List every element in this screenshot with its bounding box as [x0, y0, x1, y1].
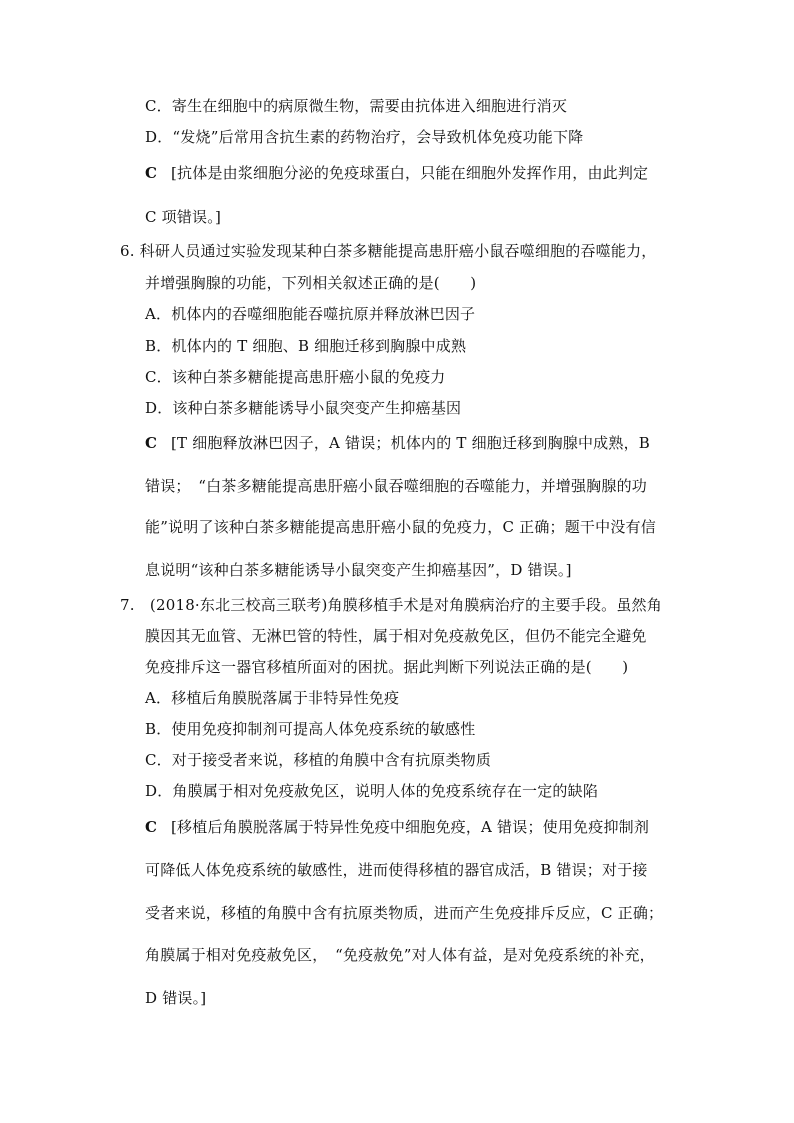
q5-answer-line-2: C 项错误。]: [145, 208, 221, 226]
q6-option-c: C．该种白茶多糖能提高患肝癌小鼠的免疫力: [145, 368, 446, 386]
q6-answer-text: [T 细胞释放淋巴因子，A 错误；机体内的 T 细胞迁移到胸腺中成熟，B: [171, 434, 650, 452]
q7-answer-text: [移植后角膜脱落属于特异性免疫中细胞免疫，A 错误；使用免疫抑制剂: [171, 818, 650, 836]
q5-answer-text: [抗体是由浆细胞分泌的免疫球蛋白，只能在细胞外发挥作用，由此判定: [171, 164, 649, 182]
q7-stem-line-1: 7. (2018·东北三校高三联考)角膜移植手术是对角膜病治疗的主要手段。虽然角: [120, 596, 662, 614]
q6-answer-line-2: 错误； “白茶多糖能提高患肝癌小鼠吞噬细胞的吞噬能力，并增强胸腺的功: [145, 477, 647, 495]
q7-option-a: A．移植后角膜脱落属于非特异性免疫: [145, 689, 400, 707]
q6-stem-line-1: 6. 科研人员通过实验发现某种白茶多糖能提高患肝癌小鼠吞噬细胞的吞噬能力，: [120, 242, 657, 260]
q7-stem-line-2: 膜因其无血管、无淋巴管的特性，属于相对免疫赦免区，但仍不能完全避免: [145, 627, 647, 645]
q7-option-d: D．角膜属于相对免疫赦免区，说明人体的免疫系统存在一定的缺陷: [145, 782, 599, 800]
q7-answer-line-1: [145, 817, 649, 837]
q7-answer-line-5: D 错误。]: [145, 989, 207, 1007]
q7-stem-line-3: 免疫排斥这一器官移植所面对的困扰。据此判断下列说法正确的是( ): [145, 658, 629, 676]
q6-answer-key: C: [145, 434, 158, 452]
q5-option-d: D．“发烧”后常用含抗生素的药物治疗，会导致机体免疫功能下降: [145, 128, 584, 146]
q5-answer-key: C: [145, 164, 158, 182]
q6-answer-line-4: 息说明“该种白茶多糖能诱导小鼠突变产生抑癌基因”，D 错误。]: [145, 561, 572, 579]
q7-option-b: B．使用免疫抑制剂可提高人体免疫系统的敏感性: [145, 720, 476, 738]
q7-answer-line-3: 受者来说，移植的角膜中含有抗原类物质，进而产生免疫排斥反应，C 正确；: [145, 904, 664, 922]
q6-answer-line-3: 能”说明了该种白茶多糖能提高患肝癌小鼠的免疫力，C 正确；题干中没有信: [145, 518, 656, 536]
q6-option-b: B．机体内的 T 细胞、B 细胞迁移到胸腺中成熟: [145, 337, 467, 355]
q6-stem-line-2: 并增强胸腺的功能，下列相关叙述正确的是( ): [145, 274, 477, 292]
q5-option-c: C．寄生在细胞中的病原微生物，需要由抗体进入细胞进行消灭: [145, 97, 568, 115]
q6-option-a: A．机体内的吞噬细胞能吞噬抗原并释放淋巴因子: [145, 305, 476, 323]
q7-answer-line-4: 角膜属于相对免疫赦免区， “免疫赦免”对人体有益，是对免疫系统的补充，: [145, 946, 655, 964]
q7-option-c: C．对于接受者来说，移植的角膜中含有抗原类物质: [145, 751, 492, 769]
q7-answer-line-2: 可降低人体免疫系统的敏感性，进而使得移植的器官成活，B 错误；对于接: [145, 861, 648, 879]
q7-answer-key: C: [145, 818, 158, 836]
q6-option-d: D．该种白茶多糖能诱导小鼠突变产生抑癌基因: [145, 399, 462, 417]
q5-answer-line-1: [145, 163, 648, 183]
q6-answer-line-1: [145, 433, 650, 453]
